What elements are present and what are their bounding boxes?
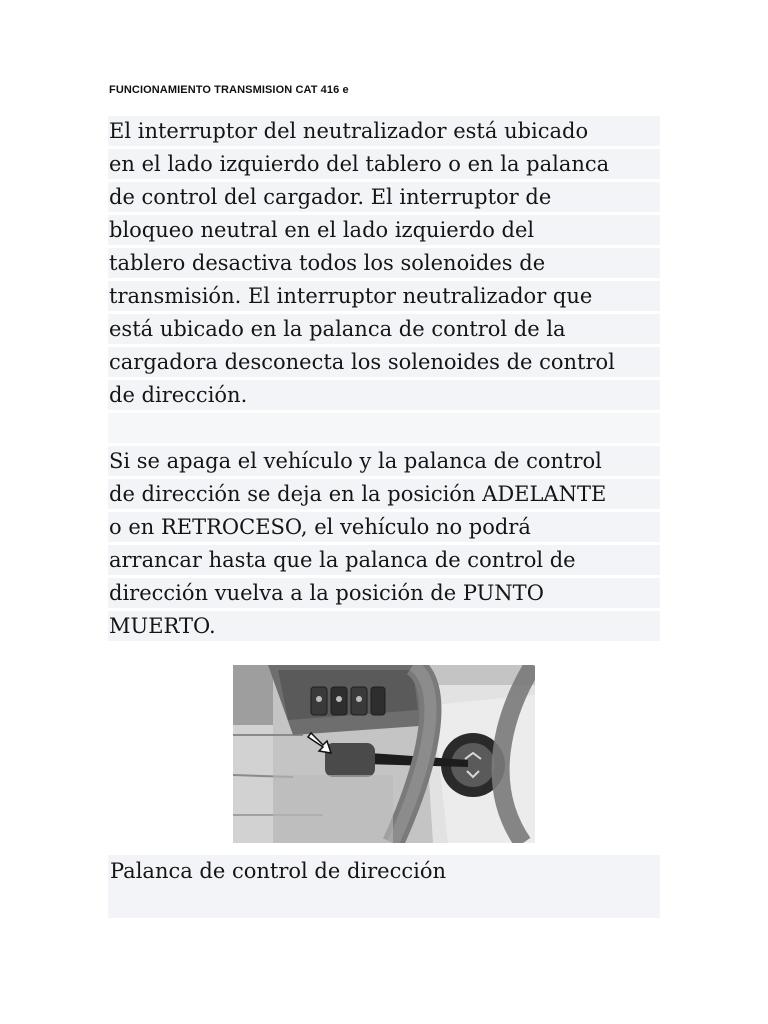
paragraph-1-line: transmisión. El interruptor neutralizador que	[108, 281, 660, 311]
paragraph-2-line: Si se apaga el vehículo y la palanca de control	[108, 446, 660, 476]
paragraph-1-line: El interruptor del neutralizador está ubicado	[108, 116, 660, 146]
paragraph-1-line: cargadora desconecta los solenoides de control	[108, 347, 660, 377]
steering-control-lever-photo	[233, 665, 535, 843]
paragraph-1	[108, 116, 660, 446]
paragraph-1-line: en el lado izquierdo del tablero o en la palanca	[108, 149, 660, 179]
paragraph-1-line: bloqueo neutral en el lado izquierdo del	[108, 215, 660, 245]
paragraph-1-line: de control del cargador. El interruptor de	[108, 182, 660, 212]
paragraph-spacer	[108, 413, 660, 443]
paragraph-1-line: tablero desactiva todos los solenoides de	[108, 248, 660, 278]
paragraph-2-line: o en RETROCESO, el vehículo no podrá	[108, 512, 660, 542]
paragraph-2-line: de dirección se deja en la posición ADELANTE	[108, 479, 660, 509]
figure-caption-box	[108, 855, 660, 918]
document-title: FUNCIONAMIENTO TRANSMISION CAT 416 e	[109, 84, 349, 96]
paragraph-2-line: arrancar hasta que la palanca de control de	[108, 545, 660, 575]
figure-caption: Palanca de control de dirección	[110, 859, 446, 883]
paragraph-2	[108, 446, 660, 644]
paragraph-2-line: MUERTO.	[108, 611, 660, 641]
paragraph-2-line: dirección vuelva a la posición de PUNTO	[108, 578, 660, 608]
paragraph-1-line: está ubicado en la palanca de control de la	[108, 314, 660, 344]
paragraph-1-line: de dirección.	[108, 380, 660, 410]
